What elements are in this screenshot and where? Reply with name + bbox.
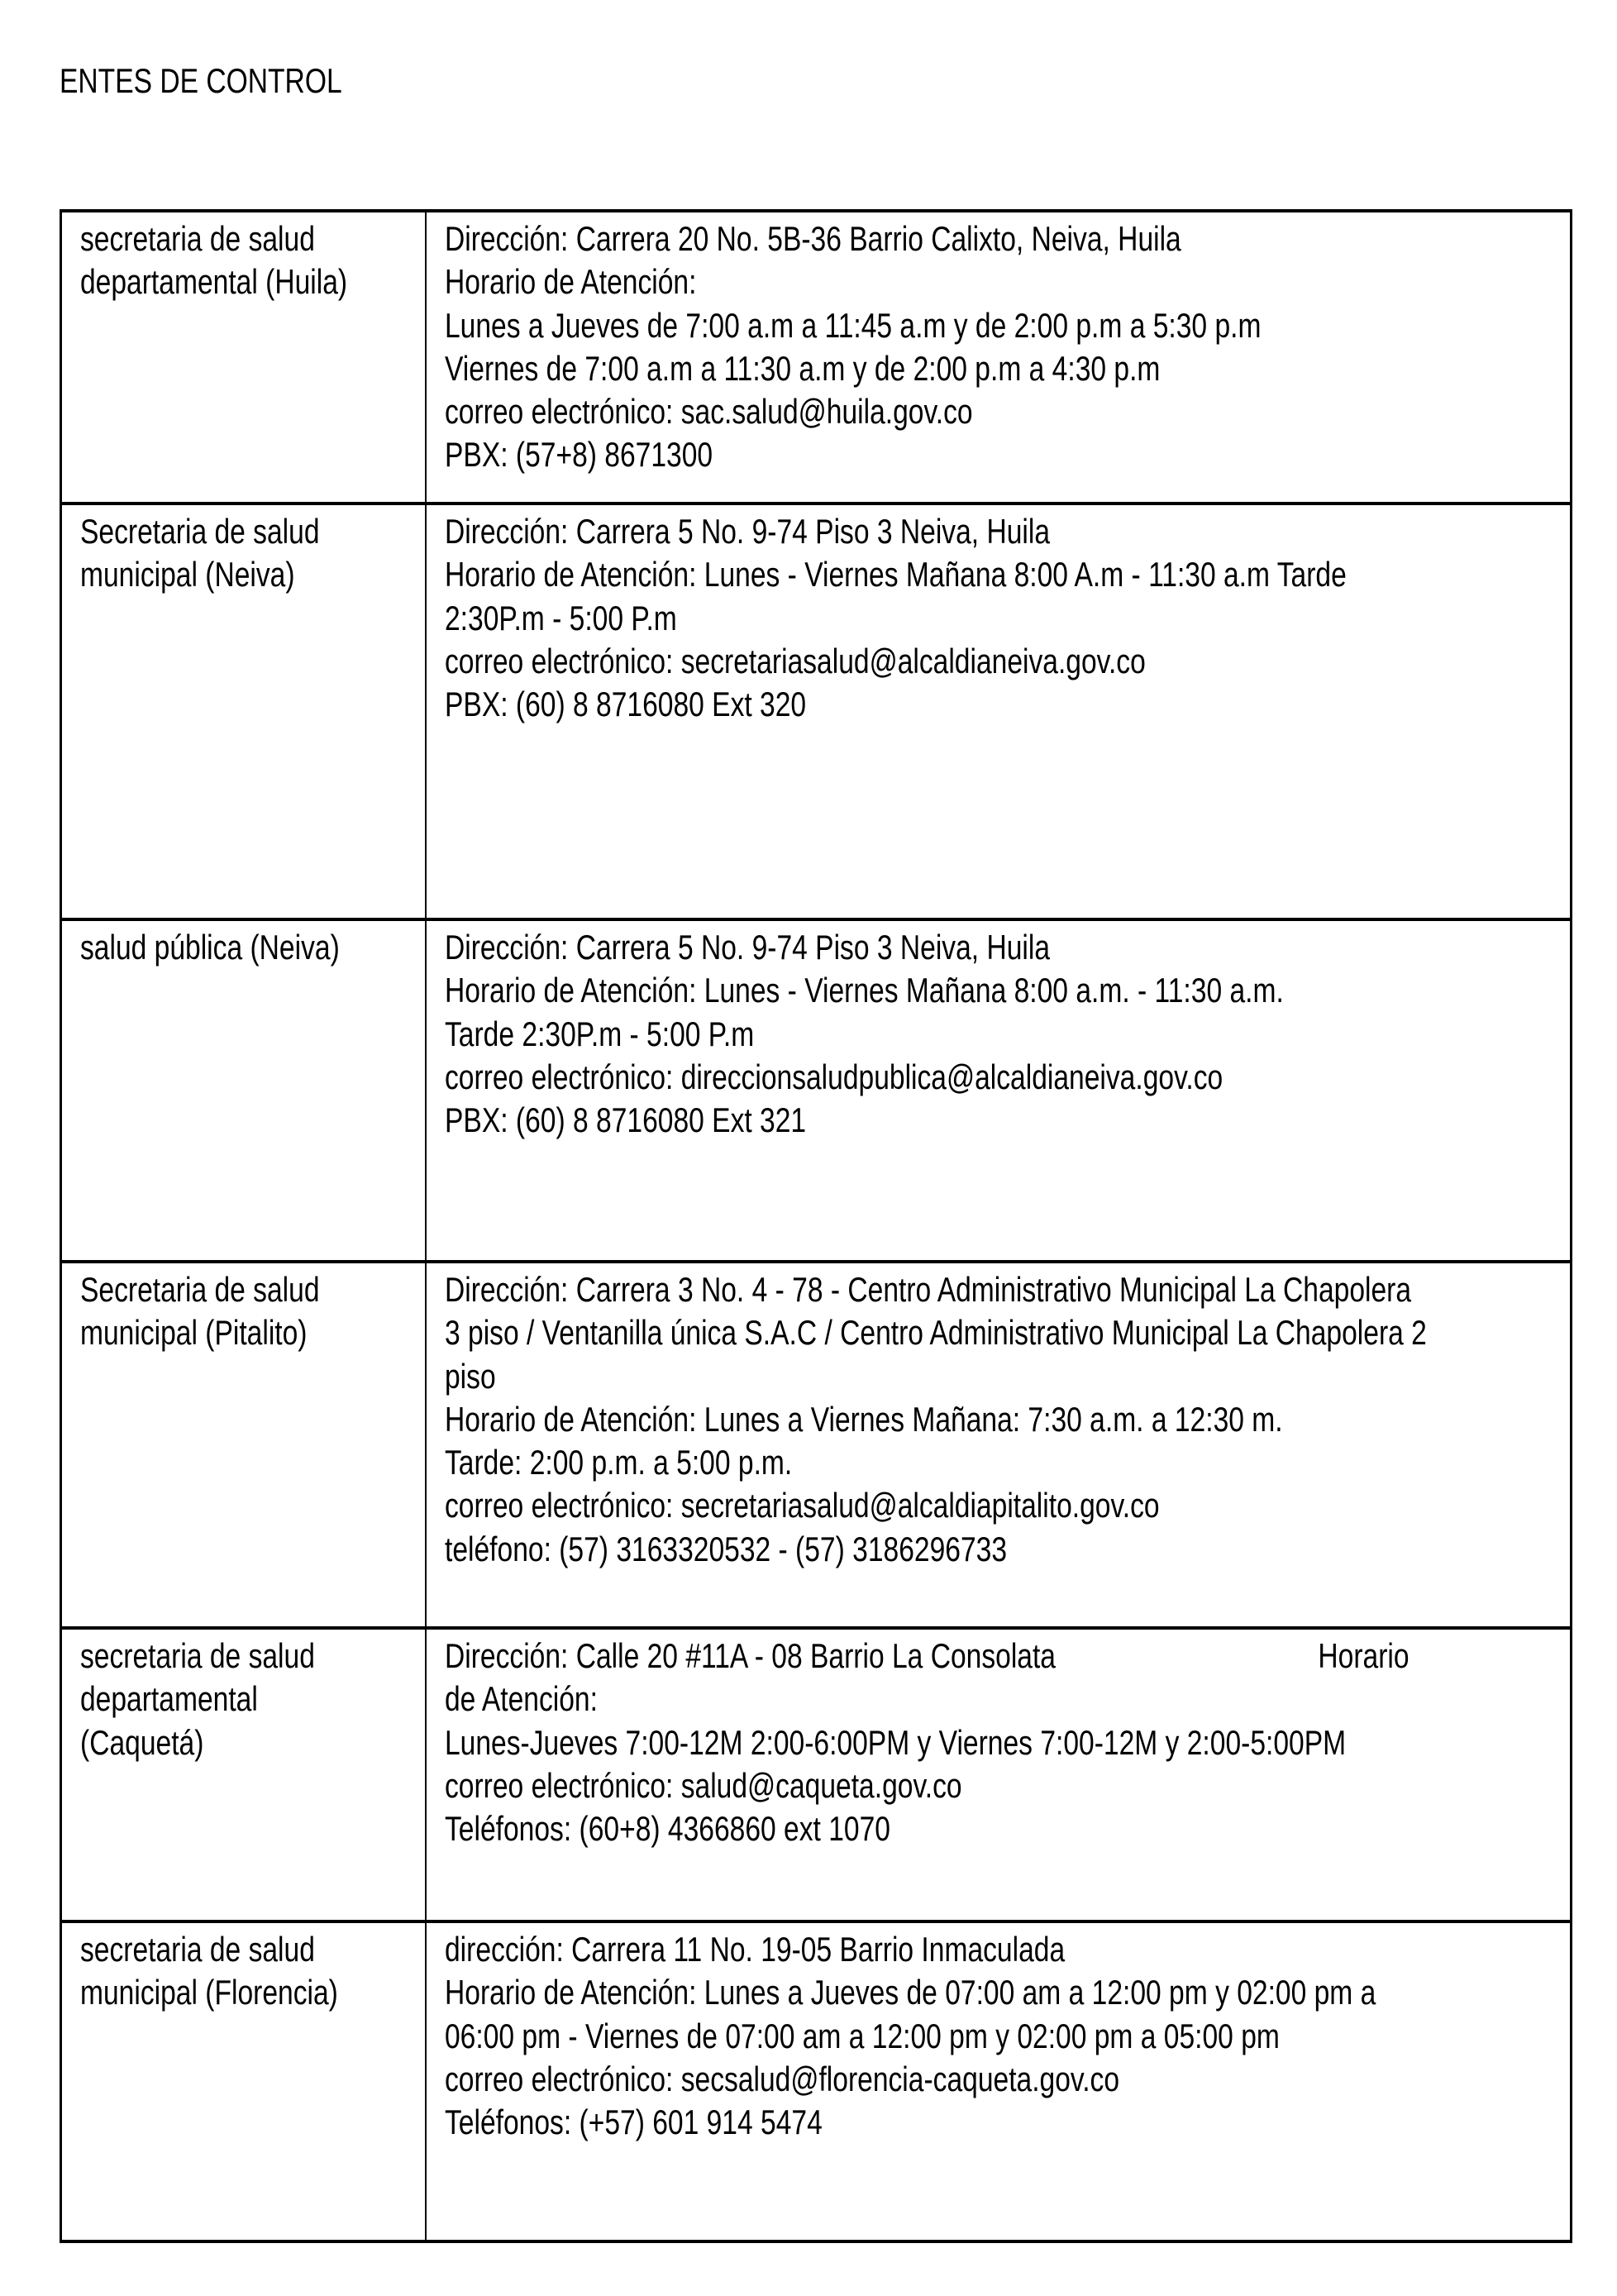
details-cell	[427, 1630, 1570, 1920]
entity-line: municipal (Florencia)	[80, 1973, 338, 2012]
details-cell	[427, 212, 1570, 502]
phone-line: Teléfonos: (60+8) 4366860 ext 1070	[445, 1809, 890, 1849]
entity-cell	[62, 505, 427, 918]
entity-line: departamental	[80, 1679, 258, 1719]
entity-cell	[62, 1630, 427, 1920]
email-line: correo electrónico: sac.salud@huila.gov.co	[445, 392, 973, 432]
hours-line: 06:00 pm - Viernes de 07:00 am a 12:00 pm y 02:00 pm a 05:00 pm	[445, 2016, 1280, 2055]
hours-line: Tarde: 2:00 p.m. a 5:00 p.m.	[445, 1443, 793, 1482]
hours-line: Viernes de 7:00 a.m a 11:30 a.m y de 2:00 p.m a 4:30 p.m	[445, 348, 1161, 388]
entity-cell	[62, 921, 427, 1260]
hours-line: Lunes-Jueves 7:00-12M 2:00-6:00PM y Viernes 7:00-12M y 2:00-5:00PM	[445, 1722, 1347, 1762]
address-line: piso	[445, 1356, 496, 1396]
details-cell	[427, 921, 1570, 1260]
details-cell	[427, 505, 1570, 918]
address-line: Dirección: Calle 20 #11A - 08 Barrio La Consolata Horario	[445, 1636, 1410, 1675]
table-row	[62, 1923, 1570, 2243]
hours-line: de Atención:	[445, 1679, 598, 1719]
page-title: ENTES DE CONTROL	[60, 61, 342, 100]
email-line: correo electrónico: secretariasalud@alcaldiapitalito.gov.co	[445, 1486, 1160, 1525]
hours-line: 2:30P.m - 5:00 P.m	[445, 598, 677, 637]
entity-cell	[62, 212, 427, 502]
entity-cell	[62, 1263, 427, 1626]
entity-line: secretaria de salud	[80, 1930, 315, 1969]
phone-line: Teléfonos: (+57) 601 914 5474	[445, 2103, 823, 2142]
email-line: correo electrónico: secretariasalud@alcaldianeiva.gov.co	[445, 641, 1146, 680]
entity-line: secretaria de salud	[80, 1636, 315, 1675]
table-row	[62, 1263, 1570, 1630]
entity-line: salud pública (Neiva)	[80, 928, 340, 967]
address-line: Dirección: Carrera 5 No. 9-74 Piso 3 Neiva, Huila	[445, 512, 1051, 551]
address-line: 3 piso / Ventanilla única S.A.C / Centro Administrativo Municipal La Chapolera 2	[445, 1313, 1427, 1353]
hours-line: Horario de Atención:	[445, 262, 697, 302]
hours-line: Horario de Atención: Lunes - Viernes Mañana 8:00 A.m - 11:30 a.m Tarde	[445, 555, 1347, 594]
table-row	[62, 505, 1570, 921]
phone-line: PBX: (60) 8 8716080 Ext 320	[445, 685, 807, 724]
phone-line: PBX: (60) 8 8716080 Ext 321	[445, 1100, 807, 1140]
entity-line: Secretaria de salud	[80, 512, 320, 551]
entity-line: Secretaria de salud	[80, 1270, 320, 1309]
email-line: correo electrónico: secsalud@florencia-caqueta.gov.co	[445, 2059, 1120, 2098]
phone-line: PBX: (57+8) 8671300	[445, 435, 713, 475]
entity-line: municipal (Pitalito)	[80, 1313, 308, 1353]
hours-line: Horario de Atención: Lunes - Viernes Mañana 8:00 a.m. - 11:30 a.m.	[445, 971, 1284, 1010]
address-line: dirección: Carrera 11 No. 19-05 Barrio Inmaculada	[445, 1930, 1066, 1969]
details-cell	[427, 1263, 1570, 1626]
address-line: Dirección: Carrera 5 No. 9-74 Piso 3 Neiva, Huila	[445, 928, 1051, 967]
hours-line: Horario de Atención: Lunes a Jueves de 07:00 am a 12:00 pm y 02:00 pm a	[445, 1973, 1376, 2012]
phone-line: teléfono: (57) 3163320532 - (57) 3186296733	[445, 1529, 1008, 1568]
entity-line: (Caquetá)	[80, 1722, 204, 1762]
entity-line: municipal (Neiva)	[80, 555, 295, 594]
contacts-table	[60, 209, 1572, 2243]
hours-line: Tarde 2:30P.m - 5:00 P.m	[445, 1014, 755, 1053]
details-cell	[427, 1923, 1570, 2240]
email-line: correo electrónico: salud@caqueta.gov.co	[445, 1765, 962, 1805]
address-line: Dirección: Carrera 20 No. 5B-36 Barrio Calixto, Neiva, Huila	[445, 219, 1181, 258]
entity-line: departamental (Huila)	[80, 262, 348, 302]
table-row	[62, 1630, 1570, 1923]
table-row	[62, 212, 1570, 505]
entity-line: secretaria de salud	[80, 219, 315, 258]
hours-line: Lunes a Jueves de 7:00 a.m a 11:45 a.m y de 2:00 p.m a 5:30 p.m	[445, 305, 1262, 345]
entity-cell	[62, 1923, 427, 2240]
hours-line: Horario de Atención: Lunes a Viernes Mañana: 7:30 a.m. a 12:30 m.	[445, 1399, 1283, 1439]
email-line: correo electrónico: direccionsaludpublica@alcaldianeiva.gov.co	[445, 1057, 1223, 1096]
address-line: Dirección: Carrera 3 No. 4 - 78 - Centro Administrativo Municipal La Chapolera	[445, 1270, 1412, 1309]
table-row	[62, 921, 1570, 1263]
